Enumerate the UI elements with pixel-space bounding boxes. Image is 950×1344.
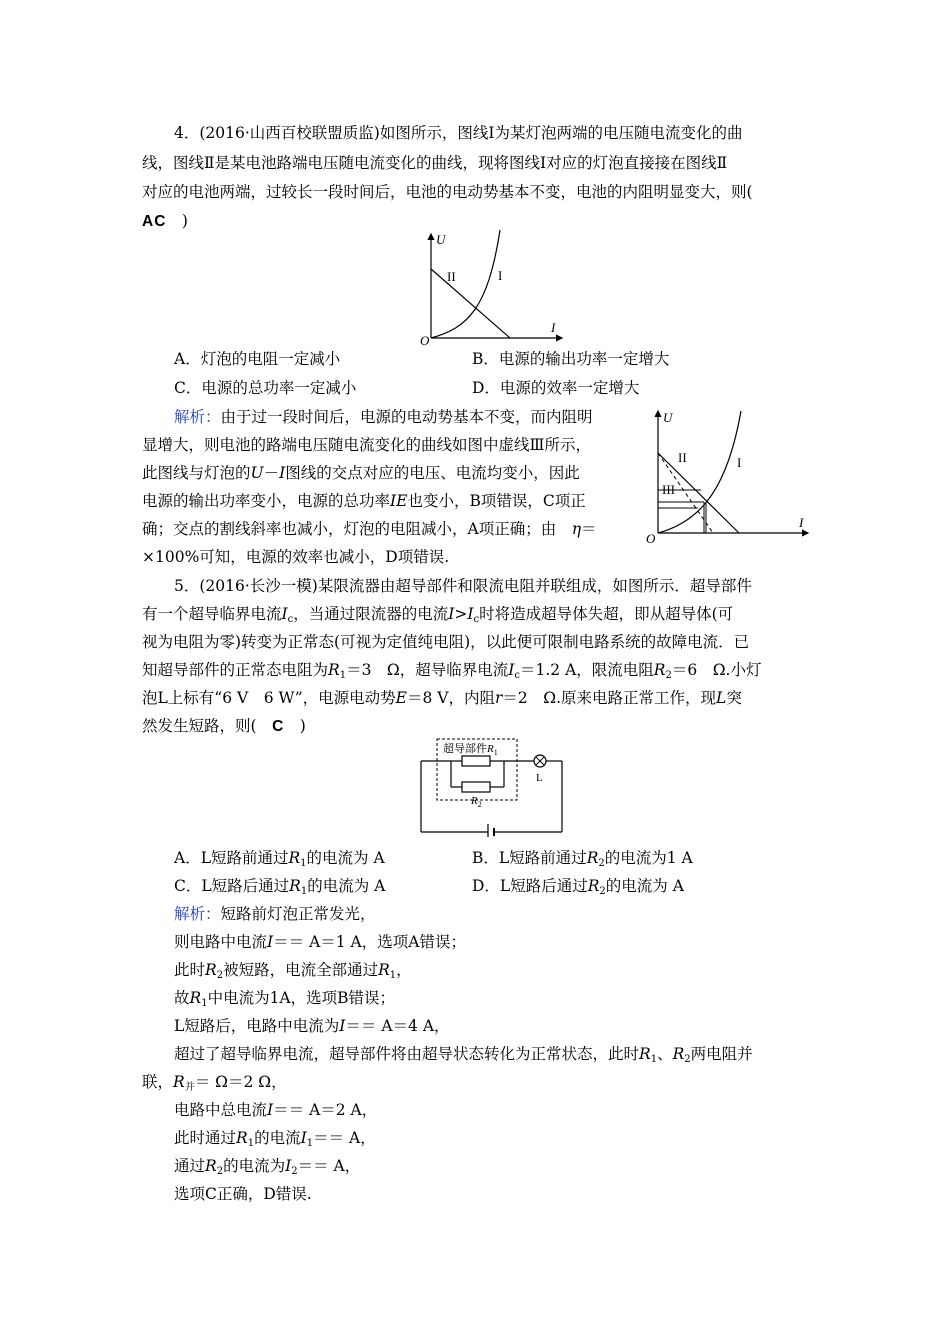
q5-s3-1: 1 bbox=[389, 970, 397, 981]
q5-opt-b-sub: 2 bbox=[598, 858, 605, 869]
q4b-label-curve1: I bbox=[737, 455, 742, 470]
q5-option-c bbox=[174, 875, 385, 903]
q5-s9-r: R bbox=[236, 1129, 248, 1147]
q4-analysis-5 bbox=[142, 518, 597, 540]
q5-circuit bbox=[416, 737, 566, 837]
q5-analysis-label: 解析： bbox=[174, 905, 221, 923]
q4-analysis-3 bbox=[142, 462, 580, 484]
q5-l2-d: 时将造成超导体失超，即从超导体(可 bbox=[479, 605, 734, 623]
q5-l4-c: c bbox=[514, 670, 521, 681]
q5-l4-i: I bbox=[508, 661, 515, 679]
q5-option-a bbox=[174, 847, 385, 875]
q5-s10-r: R bbox=[205, 1157, 217, 1175]
q5-s8-b: ＝＝ A＝2 A， bbox=[273, 1101, 378, 1119]
q4-stem-line2: 线，图线Ⅱ是某电池路端电压随电流变化的曲线，现将图线Ⅰ对应的灯泡直接接在图线Ⅱ bbox=[142, 154, 728, 172]
q4-answer bbox=[142, 210, 188, 233]
q5-l4-b: ＝3 Ω，超导临界电流 bbox=[346, 661, 509, 679]
q5-opt-d2: 的电流为 A bbox=[605, 877, 684, 895]
q5-s3-c: ， bbox=[396, 961, 412, 979]
q4-stem-line1: 4．(2016·山西百校联盟质监)如图所示，图线Ⅰ为某灯泡两端的电压随电流变化的曲 bbox=[174, 124, 743, 142]
q5-s8-a: 电路中总电流 bbox=[174, 1101, 268, 1119]
q5-s4-b: 中电流为1A，选项B错误； bbox=[207, 989, 396, 1007]
q5-opt-a2: 的电流为 A bbox=[306, 849, 385, 867]
q4-answer-paren: ) bbox=[181, 212, 188, 230]
q5-analysis-1 bbox=[174, 903, 376, 925]
q4-a4-ie: IE bbox=[390, 492, 408, 510]
q5-s4-a: 故 bbox=[174, 989, 190, 1007]
q5-l2-ic2: I bbox=[467, 605, 474, 623]
q5-s7-sub: 并 bbox=[184, 1082, 195, 1093]
q5-l2-ic: I bbox=[281, 605, 288, 623]
q5-s9-1: 1 bbox=[247, 1138, 255, 1149]
q5-opt-d-sub: 2 bbox=[599, 886, 606, 897]
q5-answer-value: C bbox=[272, 718, 285, 735]
q4-analysis-label: 解析： bbox=[174, 408, 221, 426]
q5-s9-c: ＝＝ A， bbox=[313, 1129, 376, 1147]
q4-analysis-1 bbox=[174, 406, 593, 428]
q5-s2-a: 则电路中电流 bbox=[174, 933, 268, 951]
q4-a3-b: 图线的交点对应的电压、电流均变小，因此 bbox=[285, 464, 580, 482]
q5-s4-r1: R bbox=[189, 989, 202, 1007]
q5-analysis-5 bbox=[174, 1015, 450, 1037]
q4-label-U: U bbox=[436, 232, 446, 247]
q5-s6-a: 超过了超导临界电流，超导部件将由超导状态转化为正常状态，此时 bbox=[174, 1045, 640, 1063]
q5-l5-e: E bbox=[395, 689, 407, 707]
q5-opt-d1: D．L短路后通过 bbox=[472, 877, 588, 895]
q4-a4-b: 也变小，B项错误，C项正 bbox=[407, 492, 586, 510]
q5-analysis-7 bbox=[142, 1071, 287, 1099]
q5-l2-c2: c bbox=[473, 614, 480, 625]
q5-l2-b: ，当通过限流器的电流 bbox=[293, 605, 449, 623]
q4-a3-u: U bbox=[250, 464, 264, 482]
q5-resistor-r2 bbox=[462, 782, 490, 792]
q5-l5-a: 泡L上标有“6 V 6 W”，电源电动势 bbox=[142, 689, 396, 707]
q5-opt-b2: 的电流为1 A bbox=[604, 849, 693, 867]
q5-s5-b: ＝＝ A＝4 A， bbox=[345, 1017, 450, 1035]
q5-s6-c: 两电阻并 bbox=[690, 1045, 753, 1063]
q5-analysis-2 bbox=[174, 931, 466, 953]
q5-analysis-11: 选项C正确，D错误. bbox=[174, 1185, 312, 1203]
q5-resistor-r1 bbox=[462, 756, 490, 766]
q5-s9-sub: 1 bbox=[306, 1138, 314, 1149]
q4-analysis-1-text: 由于过一段时间后，电源的电动势基本不变，而内阻明 bbox=[220, 408, 593, 426]
q5-opt-c-r: R bbox=[289, 877, 301, 895]
q5-s6-r2: R bbox=[672, 1045, 685, 1063]
q4-option-c: C．电源的总功率一定减小 bbox=[174, 379, 357, 397]
q5-l2-i: I bbox=[448, 605, 455, 623]
q4-label-O: O bbox=[420, 333, 430, 348]
q5-opt-a-r: R bbox=[288, 849, 301, 867]
q4-analysis-4 bbox=[142, 490, 586, 512]
q4-option-b: B．电源的输出功率一定增大 bbox=[472, 350, 670, 368]
q4-a5-b: ＝ bbox=[581, 520, 597, 538]
q5-opt-a-sub: 1 bbox=[300, 858, 307, 869]
q5-opt-c-sub: 1 bbox=[300, 886, 308, 897]
q5-opt-c1: C．L短路后通过 bbox=[174, 877, 290, 895]
q4b-label-curve3: III bbox=[662, 482, 675, 497]
q5-s5-i: I bbox=[339, 1017, 346, 1035]
q4b-label-curve2: II bbox=[678, 450, 687, 465]
q5-s5-a: L短路后，电路中电流为 bbox=[174, 1017, 340, 1035]
q5-l6-text: 然发生短路，则( bbox=[142, 717, 257, 735]
q5-s9-a: 此时通过 bbox=[174, 1129, 237, 1147]
q5-s1: 短路前灯泡正常发光， bbox=[220, 905, 376, 923]
q5-s3-2: 2 bbox=[216, 970, 224, 981]
q4-answer-value: AC bbox=[142, 213, 167, 230]
q4-a3-a: 此图线与灯泡的 bbox=[142, 464, 251, 482]
q5-answer-paren: ) bbox=[299, 717, 306, 735]
q5-analysis-3 bbox=[174, 959, 412, 987]
q5-s2-b: ＝＝ A＝1 A，选项A错误； bbox=[273, 933, 466, 951]
q5-analysis-10 bbox=[174, 1155, 360, 1183]
q5-opt-b-r: R bbox=[586, 849, 599, 867]
q4-analysis-2: 显增大，则电池的路端电压随电流变化的曲线如图中虚线Ⅲ所示， bbox=[142, 436, 591, 454]
q4-option-a: A．灯泡的电阻一定减小 bbox=[174, 350, 341, 368]
q4-a4-a: 电源的输出功率变小，电源的总功率 bbox=[142, 492, 391, 510]
q5-analysis-8 bbox=[174, 1099, 377, 1121]
q5-s3-b: 被短路，电流全部通过 bbox=[223, 961, 379, 979]
q5-s7-a: 联， bbox=[142, 1073, 174, 1091]
q4-analysis-figure bbox=[643, 405, 813, 547]
q4-label-curve1: I bbox=[498, 268, 503, 283]
q5-s10-sub: 2 bbox=[291, 1166, 298, 1177]
q5-l4-1: 1 bbox=[339, 670, 347, 681]
q5-s3-r1: R bbox=[378, 961, 390, 979]
q5-l5-r: r bbox=[494, 689, 503, 707]
q5-s10-2: 2 bbox=[216, 1166, 224, 1177]
q5-analysis-6 bbox=[174, 1043, 753, 1071]
q5-stem-line6 bbox=[142, 715, 306, 738]
q4b-label-I: I bbox=[799, 515, 804, 530]
q5-analysis-9 bbox=[174, 1127, 376, 1155]
q4-a5-a: 确；交点的割线斜率也减小，灯泡的电阻减小，A项正确；由 bbox=[142, 520, 557, 538]
q4-label-I: I bbox=[551, 320, 556, 335]
q5-opt-a1: A．L短路前通过 bbox=[174, 849, 289, 867]
q4-a3-dash: － bbox=[263, 464, 280, 482]
q5-l5-l: L bbox=[716, 689, 727, 707]
q5-stem-line1: 5．(2016·长沙一模)某限流器由超导部件和限流电阻并联组成，如图所示．超导部件 bbox=[174, 577, 752, 595]
q5-l2-gt: > bbox=[454, 605, 468, 623]
q5-l2-c: c bbox=[287, 614, 294, 625]
q5-l2-a: 有一个超导临界电流 bbox=[142, 605, 282, 623]
q5-stem-line4 bbox=[142, 659, 761, 687]
q5-l5-d: 突 bbox=[726, 689, 742, 707]
q5-s6-b: 、 bbox=[657, 1045, 673, 1063]
q5-s9-i: I bbox=[300, 1129, 307, 1147]
q5-s9-b: 的电流 bbox=[254, 1129, 301, 1147]
q4b-label-O: O bbox=[646, 531, 656, 546]
q5-s6-1: 1 bbox=[650, 1054, 658, 1065]
q5-l4-d: ＝6 Ω.小灯 bbox=[671, 661, 762, 679]
q5-stem-line2 bbox=[142, 603, 733, 631]
q5-s8-i: I bbox=[267, 1101, 274, 1119]
q5-s3-r2: R bbox=[205, 961, 217, 979]
q5-l4-a: 知超导部件的正常态电阻为 bbox=[142, 661, 329, 679]
q4-a5-eta: η bbox=[571, 520, 582, 538]
q5-opt-d-r: R bbox=[587, 877, 600, 895]
q5-s10-c: ＝＝ A， bbox=[297, 1157, 361, 1175]
q5-stem-line3: 视为电阻为零)转变为正常态(可视为定值纯电阻)，以此便可限制电路系统的故障电流．已 bbox=[142, 633, 750, 651]
q5-l5-c: ＝2 Ω.原来电路正常工作，现 bbox=[502, 689, 717, 707]
q4-label-curve2: II bbox=[447, 269, 456, 284]
q5-opt-c2: 的电流为 A bbox=[307, 877, 386, 895]
q4-option-d: D．电源的效率一定增大 bbox=[472, 379, 640, 397]
q4-figure bbox=[418, 228, 568, 350]
q5-l4-r2: R bbox=[653, 661, 666, 679]
q5-option-b bbox=[472, 847, 693, 875]
q4b-curve-1 bbox=[658, 411, 741, 533]
q4-analysis-6: ×100%可知，电源的效率也减小，D项错误. bbox=[142, 548, 450, 566]
q5-label-r2: $R_2$ bbox=[471, 795, 482, 809]
q5-circuit-label: 超导部件$R_1$ bbox=[443, 743, 498, 757]
q5-s4-1: 1 bbox=[201, 998, 208, 1009]
q5-s6-r1: R bbox=[639, 1045, 651, 1063]
q4b-label-U: U bbox=[663, 410, 673, 425]
q4-stem-line3: 对应的电池两端，过较长一段时间后，电池的电动势基本不变，电池的内阻明显变大，则( bbox=[142, 183, 753, 201]
q5-l4-cc: ＝1.2 A，限流电阻 bbox=[520, 661, 654, 679]
q5-s10-i: I bbox=[285, 1157, 292, 1175]
q5-l4-2: 2 bbox=[665, 670, 672, 681]
q5-s6-2: 2 bbox=[684, 1054, 691, 1065]
q5-s10-a: 通过 bbox=[174, 1157, 206, 1175]
q5-label-lamp: L bbox=[536, 772, 543, 784]
q5-l5-b: ＝8 V，内阻 bbox=[406, 689, 495, 707]
q5-opt-b1: B．L短路前通过 bbox=[472, 849, 587, 867]
q5-option-d bbox=[472, 875, 684, 903]
q5-s7-b: ＝ Ω＝2 Ω， bbox=[194, 1073, 287, 1091]
q4-a3-i: I bbox=[279, 464, 286, 482]
q5-stem-line5 bbox=[142, 687, 742, 709]
q5-analysis-4 bbox=[174, 987, 395, 1015]
q5-l4-r: R bbox=[328, 661, 340, 679]
q5-s10-b: 的电流为 bbox=[223, 1157, 286, 1175]
q5-s2-i: I bbox=[267, 933, 274, 951]
q5-s3-a: 此时 bbox=[174, 961, 206, 979]
q5-s7-r: R bbox=[173, 1073, 185, 1091]
